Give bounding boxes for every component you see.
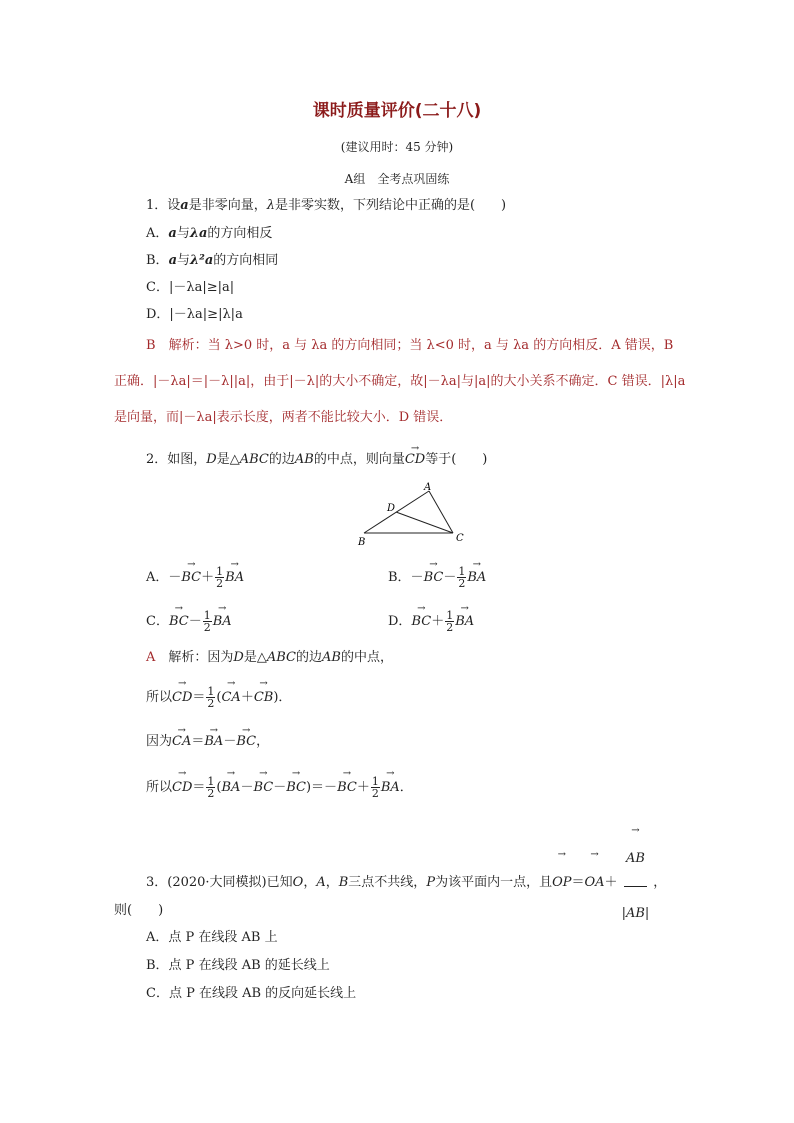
q2-solution-line4: 所以→ CD＝ $\frac{1}{2}$ (→ BA－→ BC－→ BC)＝－→ BC＋ $\frac{1}{2}$ → BA． xyxy=(146,776,413,799)
q2-option-d: D．→ BC＋ $\frac{1}{2}$ → BA xyxy=(388,610,474,633)
q2-option-a: A．－→ BC＋ $\frac{1}{2}$ → BA xyxy=(146,566,244,589)
q3-then: 则( ) xyxy=(114,903,164,918)
q2-answer: A xyxy=(146,650,156,665)
q1-solution-line1: B 解析：当 λ>0 时，a 与 λa 的方向相同；当 λ<0 时，a 与 λa 的方向相反．A 错误，B xyxy=(146,338,674,353)
q3-option-c: C．点 P 在线段 AB 的反向延长线上 xyxy=(146,986,357,1001)
time-note: (建议用时：45 分钟) xyxy=(340,140,454,154)
q3-option-b: B．点 P 在线段 AB 的延长线上 xyxy=(146,958,330,973)
q2-option-b: B．－→ BC－ $\frac{1}{2}$ → BA xyxy=(388,566,486,589)
q3-option-a: A．点 P 在线段 AB 上 xyxy=(146,930,278,945)
q1-option-c: C．|－λa|≥|a| xyxy=(146,280,235,295)
q1-stem: 1．设a是非零向量，λ是非零实数，下列结论中正确的是( ) xyxy=(146,198,507,213)
q1-option-a: A．a与λa的方向相反 xyxy=(146,226,273,241)
q1-option-b: B．a与λ²a的方向相同 xyxy=(146,253,279,268)
q2-solution-line2: 所以→ CD＝ $\frac{1}{2}$ (→ CA＋→ CB)． xyxy=(146,686,291,709)
median-cd xyxy=(396,512,453,533)
q2-stem: 2．如图，D是△ABC的边AB的中点，则向量→ CD等于( ) xyxy=(146,452,487,468)
side-ac xyxy=(429,491,453,533)
q1-option-d: D．|－λa|≥|λ|a xyxy=(146,307,243,322)
label-c: C xyxy=(456,533,464,544)
q1-answer: B xyxy=(146,338,156,353)
triangle-figure xyxy=(350,478,480,550)
q1-solution-line3: 是向量，而|－λa|表示长度，两者不能比较大小．D 错误． xyxy=(114,410,453,425)
label-b: B xyxy=(358,537,366,548)
label-a: A xyxy=(424,482,432,493)
group-heading: A组 全考点巩固练 xyxy=(344,172,450,186)
q1-solution-line2: 正确．|－λa|＝|－λ||a|，由于|－λ|的大小不确定，故|－λa|与|a|的大小关系不确定．C 错误．|λ|a xyxy=(114,374,686,389)
q3-stem: 3．(2020·大同模拟)已知O，A，B三点不共线，P为该平面内一点，且→ OP＝→ OA＋ → $\frac{AB}{|AB|}$ ， xyxy=(146,826,666,939)
q2-solution-line3: 因为→ CA＝→ BA－→ BC， xyxy=(146,734,269,750)
label-d: D xyxy=(387,503,396,514)
q2-solution-line1: A 解析：因为D是△ABC的边AB的中点， xyxy=(146,650,393,665)
q2-option-c: C．→ BC－ $\frac{1}{2}$ → BA xyxy=(146,610,232,633)
page-title: 课时质量评价(二十八) xyxy=(312,101,482,121)
